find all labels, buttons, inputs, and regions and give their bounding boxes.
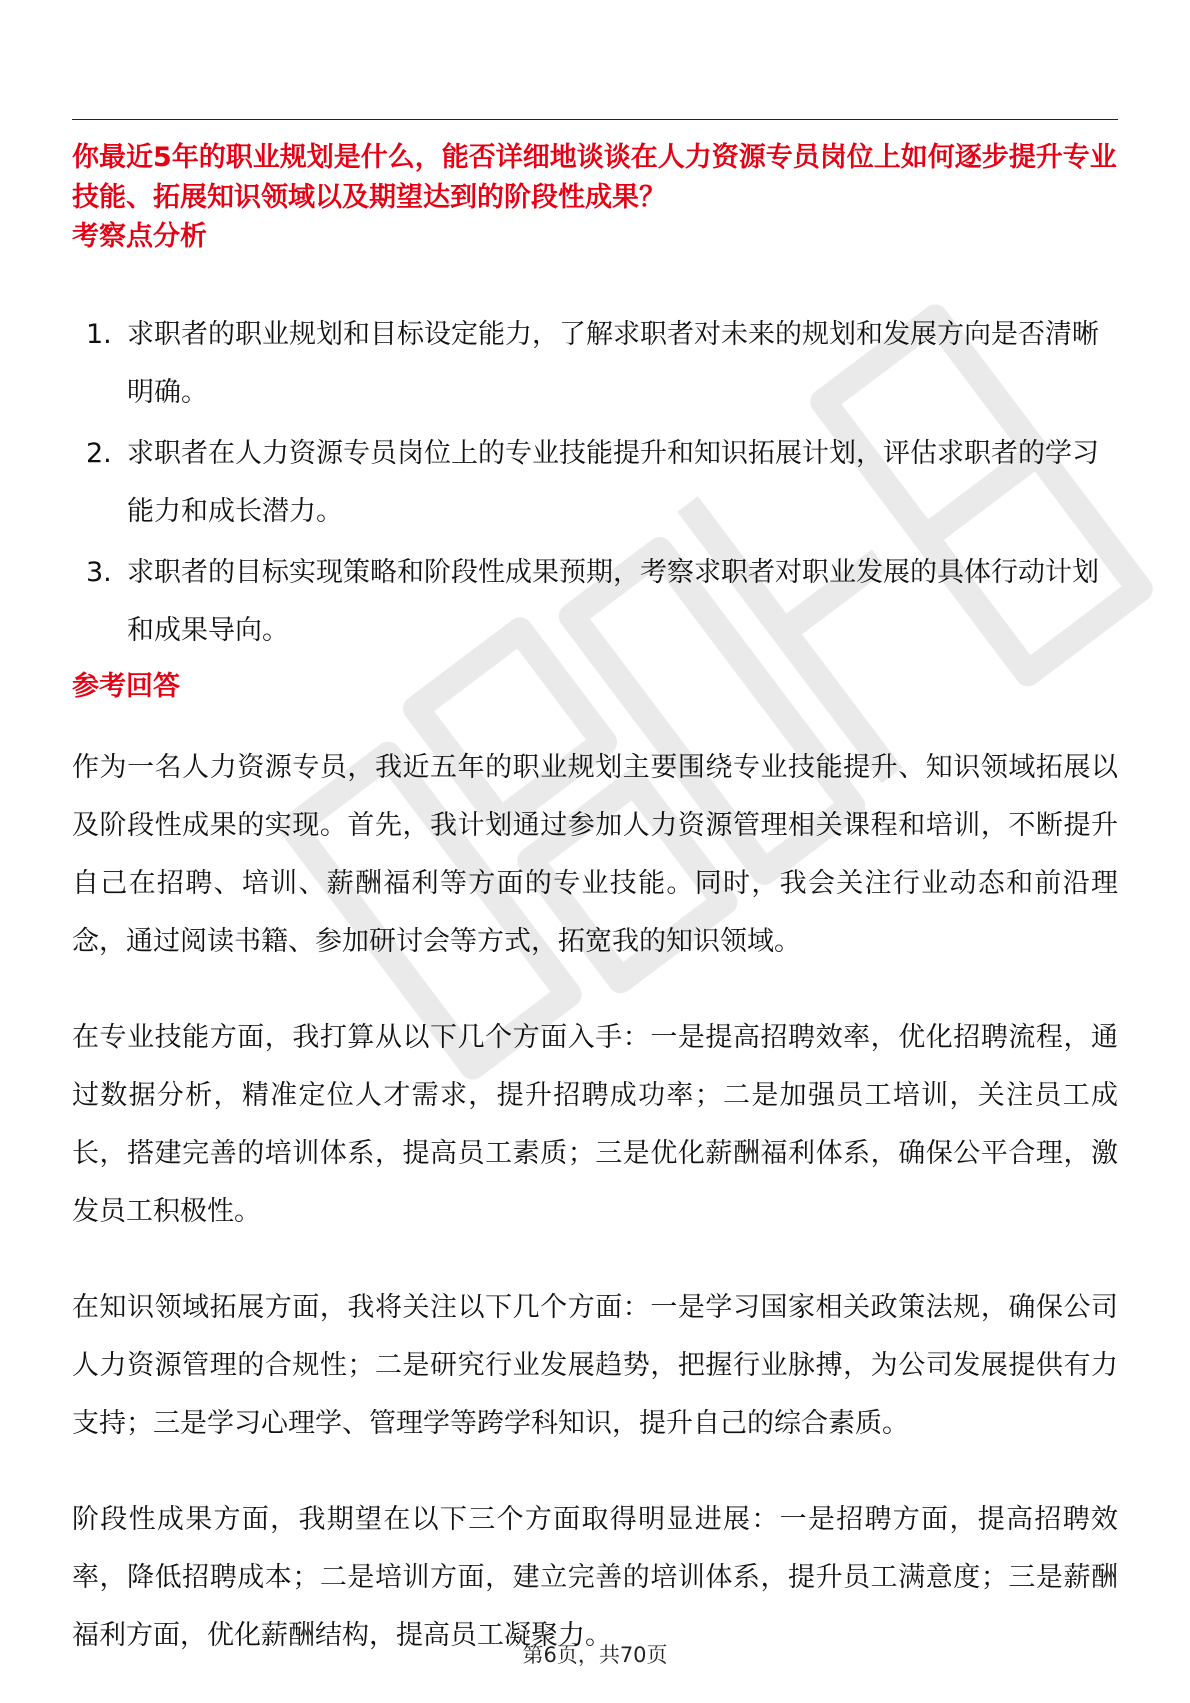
analysis-heading: 考察点分析 [72,221,207,252]
answer-paragraph-3: 在知识领域拓展方面，我将关注以下几个方面：一是学习国家相关政策法规，确保公司人力资源管理的合规性；二是研究行业发展趋势，把握行业脉搏，为公司发展提供有力支持；三是学习心理学、管理学等跨学科知识，提升自己的综合素质。 [72,1292,1118,1439]
analysis-item-text: 求职者的目标实现策略和阶段性成果预期，考察求职者对职业发展的具体行动计划和成果导向。 [127,557,1099,646]
answer-paragraph-4: 阶段性成果方面，我期望在以下三个方面取得明显进展：一是招聘方面，提高招聘效率，降低招聘成本；二是培训方面，建立完善的培训体系，提升员工满意度；三是薪酬福利方面，优化薪酬结构，提高员工凝聚力。 [72,1504,1118,1651]
answer-heading: 参考回答 [72,671,180,702]
answer-body [72,739,1118,1703]
analysis-item-3 [72,544,1122,660]
analysis-item-number: 2. [86,438,112,469]
top-divider [72,119,1118,120]
analysis-item-text: 求职者在人力资源专员岗位上的专业技能提升和知识拓展计划，评估求职者的学习能力和成长潜力。 [127,438,1099,527]
answer-paragraph-2: 在专业技能方面，我打算从以下几个方面入手：一是提高招聘效率，优化招聘流程，通过数据分析，精准定位人才需求，提升招聘成功率；二是加强员工培训，关注员工成长，搭建完善的培训体系，提高员工素质；三是优化薪酬福利体系，确保公平合理，激发员工积极性。 [72,1022,1118,1227]
question-title: 你最近5年的职业规划是什么，能否详细地谈谈在人力资源专员岗位上如何逐步提升专业技能、拓展知识领域以及期望达到的阶段性成果？ [72,142,1117,213]
analysis-item-text: 求职者的职业规划和目标设定能力，了解求职者对未来的规划和发展方向是否清晰明确。 [127,319,1099,408]
analysis-list [72,306,1122,663]
answer-paragraph-1: 作为一名人力资源专员，我近五年的职业规划主要围绕专业技能提升、知识领域拓展以及阶段性成果的实现。首先，我计划通过参加人力资源管理相关课程和培训，不断提升自己在招聘、培训、薪酬福利等方面的专业技能。同时，我会关注行业动态和前沿理念，通过阅读书籍、参加研讨会等方式，拓宽我的知识领域。 [72,752,1118,957]
analysis-item-2 [72,425,1122,541]
analysis-item-1 [72,306,1122,422]
page-number: 第6页，共70页 [522,1643,668,1667]
analysis-item-number: 1. [86,319,112,350]
analysis-item-number: 3. [86,557,112,588]
